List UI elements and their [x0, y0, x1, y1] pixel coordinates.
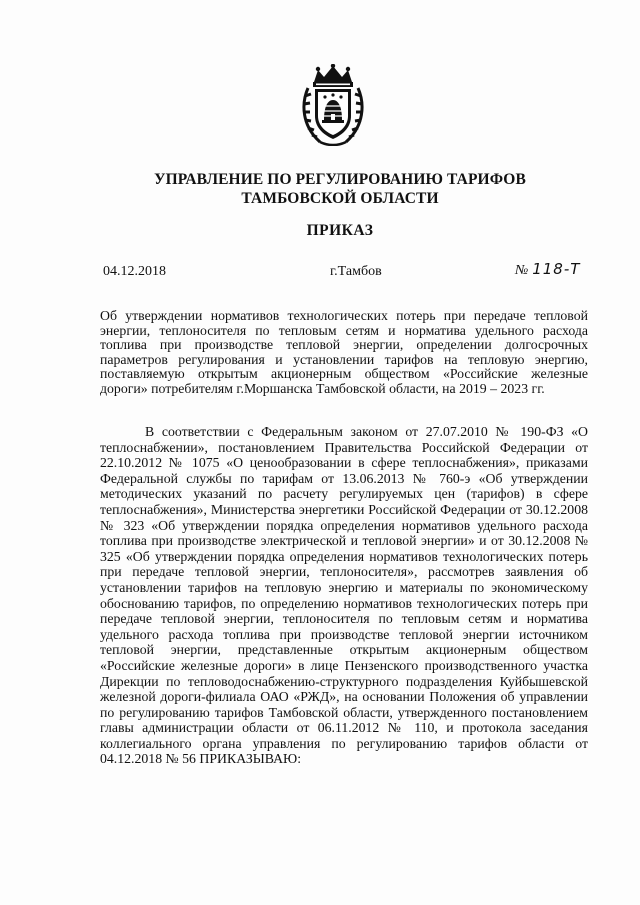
document-type-title: ПРИКАЗ [306, 222, 374, 239]
number-sign: № [515, 263, 529, 278]
document-number [515, 260, 580, 279]
tambov-coat-of-arms-icon [300, 64, 366, 146]
document-subject: Об утверждении нормативов технологических потерь при передаче тепловой энергии, теплоносителя по тепловым сетям и норматива удельного расхода топлива при производстве тепловой энергии, определении долгосрочных параметров регулирования и установлении тарифов на тепловую энергию, поставляемую открытым акционерным обществом «Российские железные дороги» потребителям г.Моршанска Тамбовской области, на 2019 – 2023 гг. [100, 308, 588, 396]
organization-name-line2: ТАМБОВСКОЙ ОБЛАСТИ [241, 190, 439, 207]
document-date: 04.12.2018 [103, 264, 166, 279]
document-body-paragraph: В соответствии с Федеральным законом от 27.07.2010 № 190-ФЗ «О теплоснабжении», постановлением Правительства Российской Федерации от 22.10.2012 № 1075 «О ценообразовании в сфере теплоснабжения», приказами Федеральной службы по тарифам от 13.06.2013 № 760-э «Об утверждении методических указаний по расчету регулируемых цен (тарифов) в сфере теплоснабжения», Министерства энергетики Российской Федерации от 30.12.2008 № 323 «Об утверждении порядка определения нормативов удельного расхода топлива при производстве электрической и тепловой энергии» и от 30.12.2008 № 325 «Об утверждении порядка определения нормативов технологических потерь при передаче тепловой энергии, теплоносителя», рассмотрев заявления об установлении тарифов на тепловую энергию и материалы по экономическому обоснованию тарифов, по определению нормативов технологических потерь при передаче тепловой энергии, теплоносителя по тепловым сетям и норматива удельного расхода топлива при производстве тепловой энергии источником тепловой энергии, представленные открытым акционерным обществом «Российские железные дороги» в лице Пензенского производственного участка Дирекции по тепловодоснабжению-структурного подразделения Куйбышевской железной дороги-филиала ОАО «РЖД», на основании Положения об управлении по регулированию тарифов Тамбовской области, утвержденного постановлением главы администрации области от 06.11.2012 № 110, и протокола заседания коллегиального органа управления по регулированию тарифов области от 04.12.2018 № 56 ПРИКАЗЫВАЮ: [100, 424, 588, 767]
handwritten-number: 118-Т [532, 260, 581, 278]
document-city: г.Тамбов [330, 264, 382, 279]
organization-name-line1: УПРАВЛЕНИЕ ПО РЕГУЛИРОВАНИЮ ТАРИФОВ [154, 171, 526, 188]
